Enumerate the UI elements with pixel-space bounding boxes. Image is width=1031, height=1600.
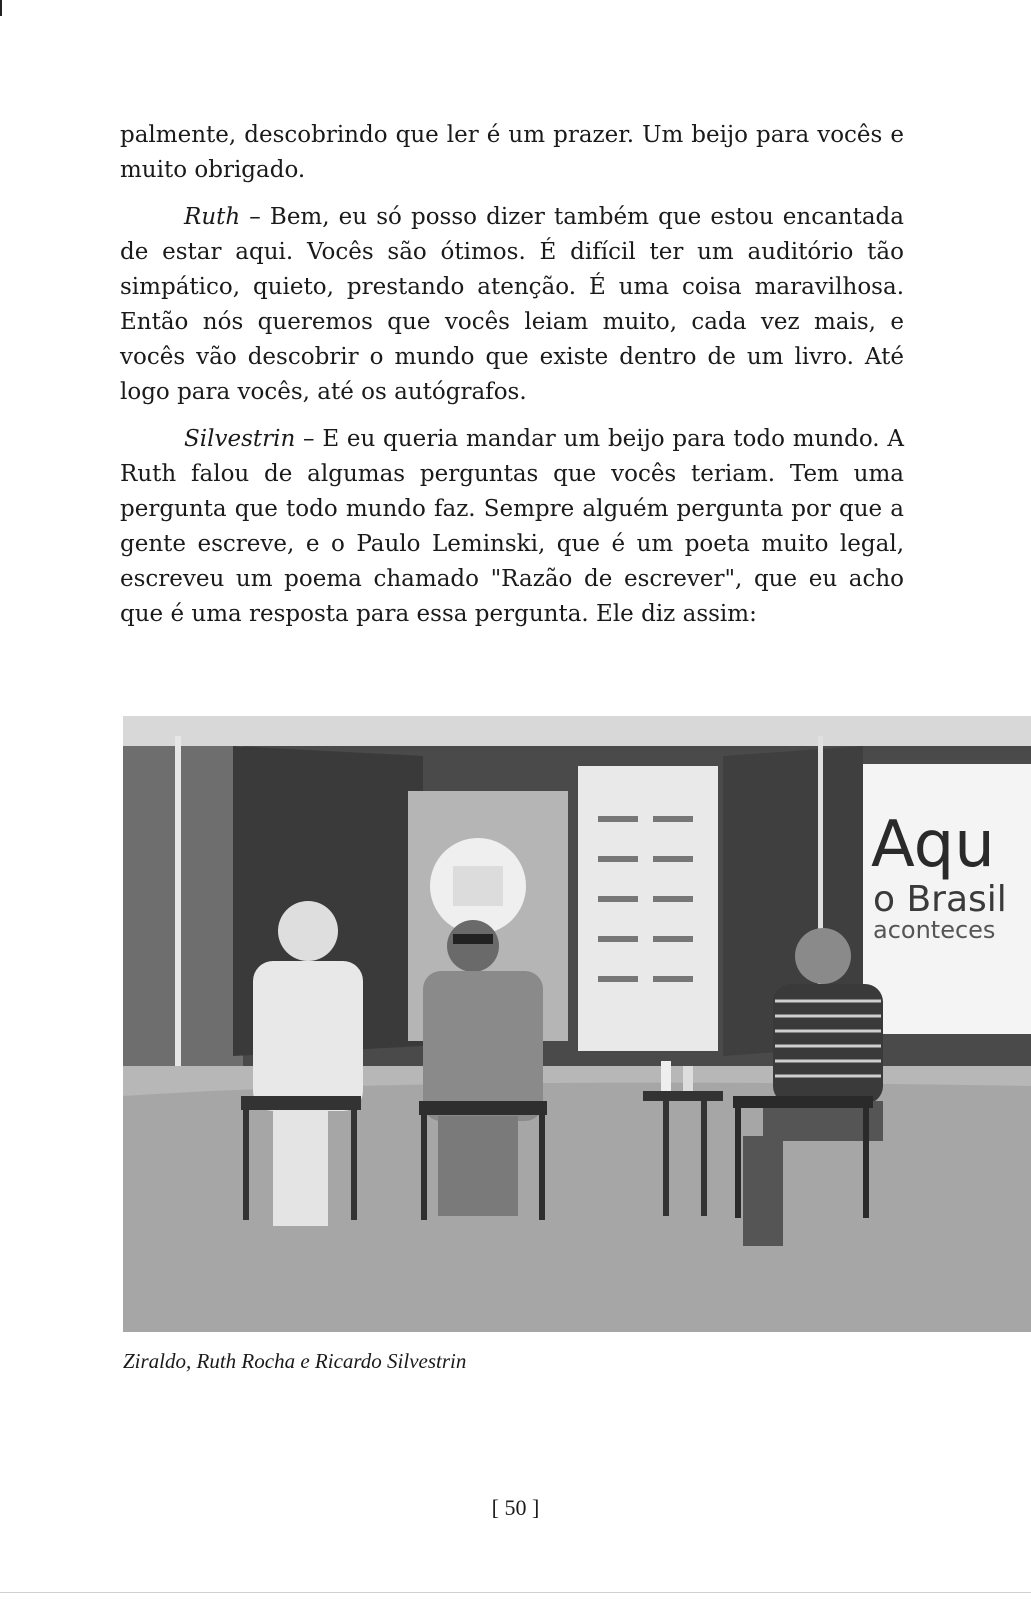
event-photo [123,716,1031,1332]
speaker-silvestrin: Silvestrin [184,426,296,452]
paragraph-1-text: palmente, descobrindo que ler é um prazer. Um beijo para vocês e muito obrigado. [120,122,904,183]
scan-edge-mark [0,0,2,16]
photo-caption: Ziraldo, Ruth Rocha e Ricardo Silvestrin [123,1349,467,1373]
paragraph-1 [120,118,904,188]
banner-line-2: o Brasil [873,879,1007,920]
paragraph-silvestrin [120,422,904,632]
body-text [120,118,904,644]
page-number: [ 50 ] [491,1495,540,1520]
banner-line-1: Aqu [871,808,995,882]
paragraph-silvestrin-text: – E eu queria mandar um beijo para todo mundo. A Ruth falou de algumas perguntas que vocês teriam. Tem uma pergunta que todo mundo faz. Sempre alguém pergunta por que a gente escreve, e o Paulo Leminski, que é um poeta muito legal, escreveu um poema chamado "Razão de escrever", que eu acho que é uma resposta para essa pergunta. Ele diz assim: [120,426,904,627]
paragraph-ruth [120,200,904,410]
bottom-rule [0,1592,1031,1593]
event-photo-illustration [123,716,1031,1332]
banner-line-3: aconteces [873,916,996,944]
paragraph-ruth-text: – Bem, eu só posso dizer também que estou encantada de estar aqui. Vocês são ótimos. É difícil ter um auditório tão simpático, quieto, prestando atenção. É uma coisa maravilhosa. Então nós queremos que vocês leiam muito, cada vez mais, e vocês vão descobrir o mundo que existe dentro de um livro. Até logo para vocês, até os autógrafos. [120,204,904,405]
speaker-ruth: Ruth [184,204,241,230]
